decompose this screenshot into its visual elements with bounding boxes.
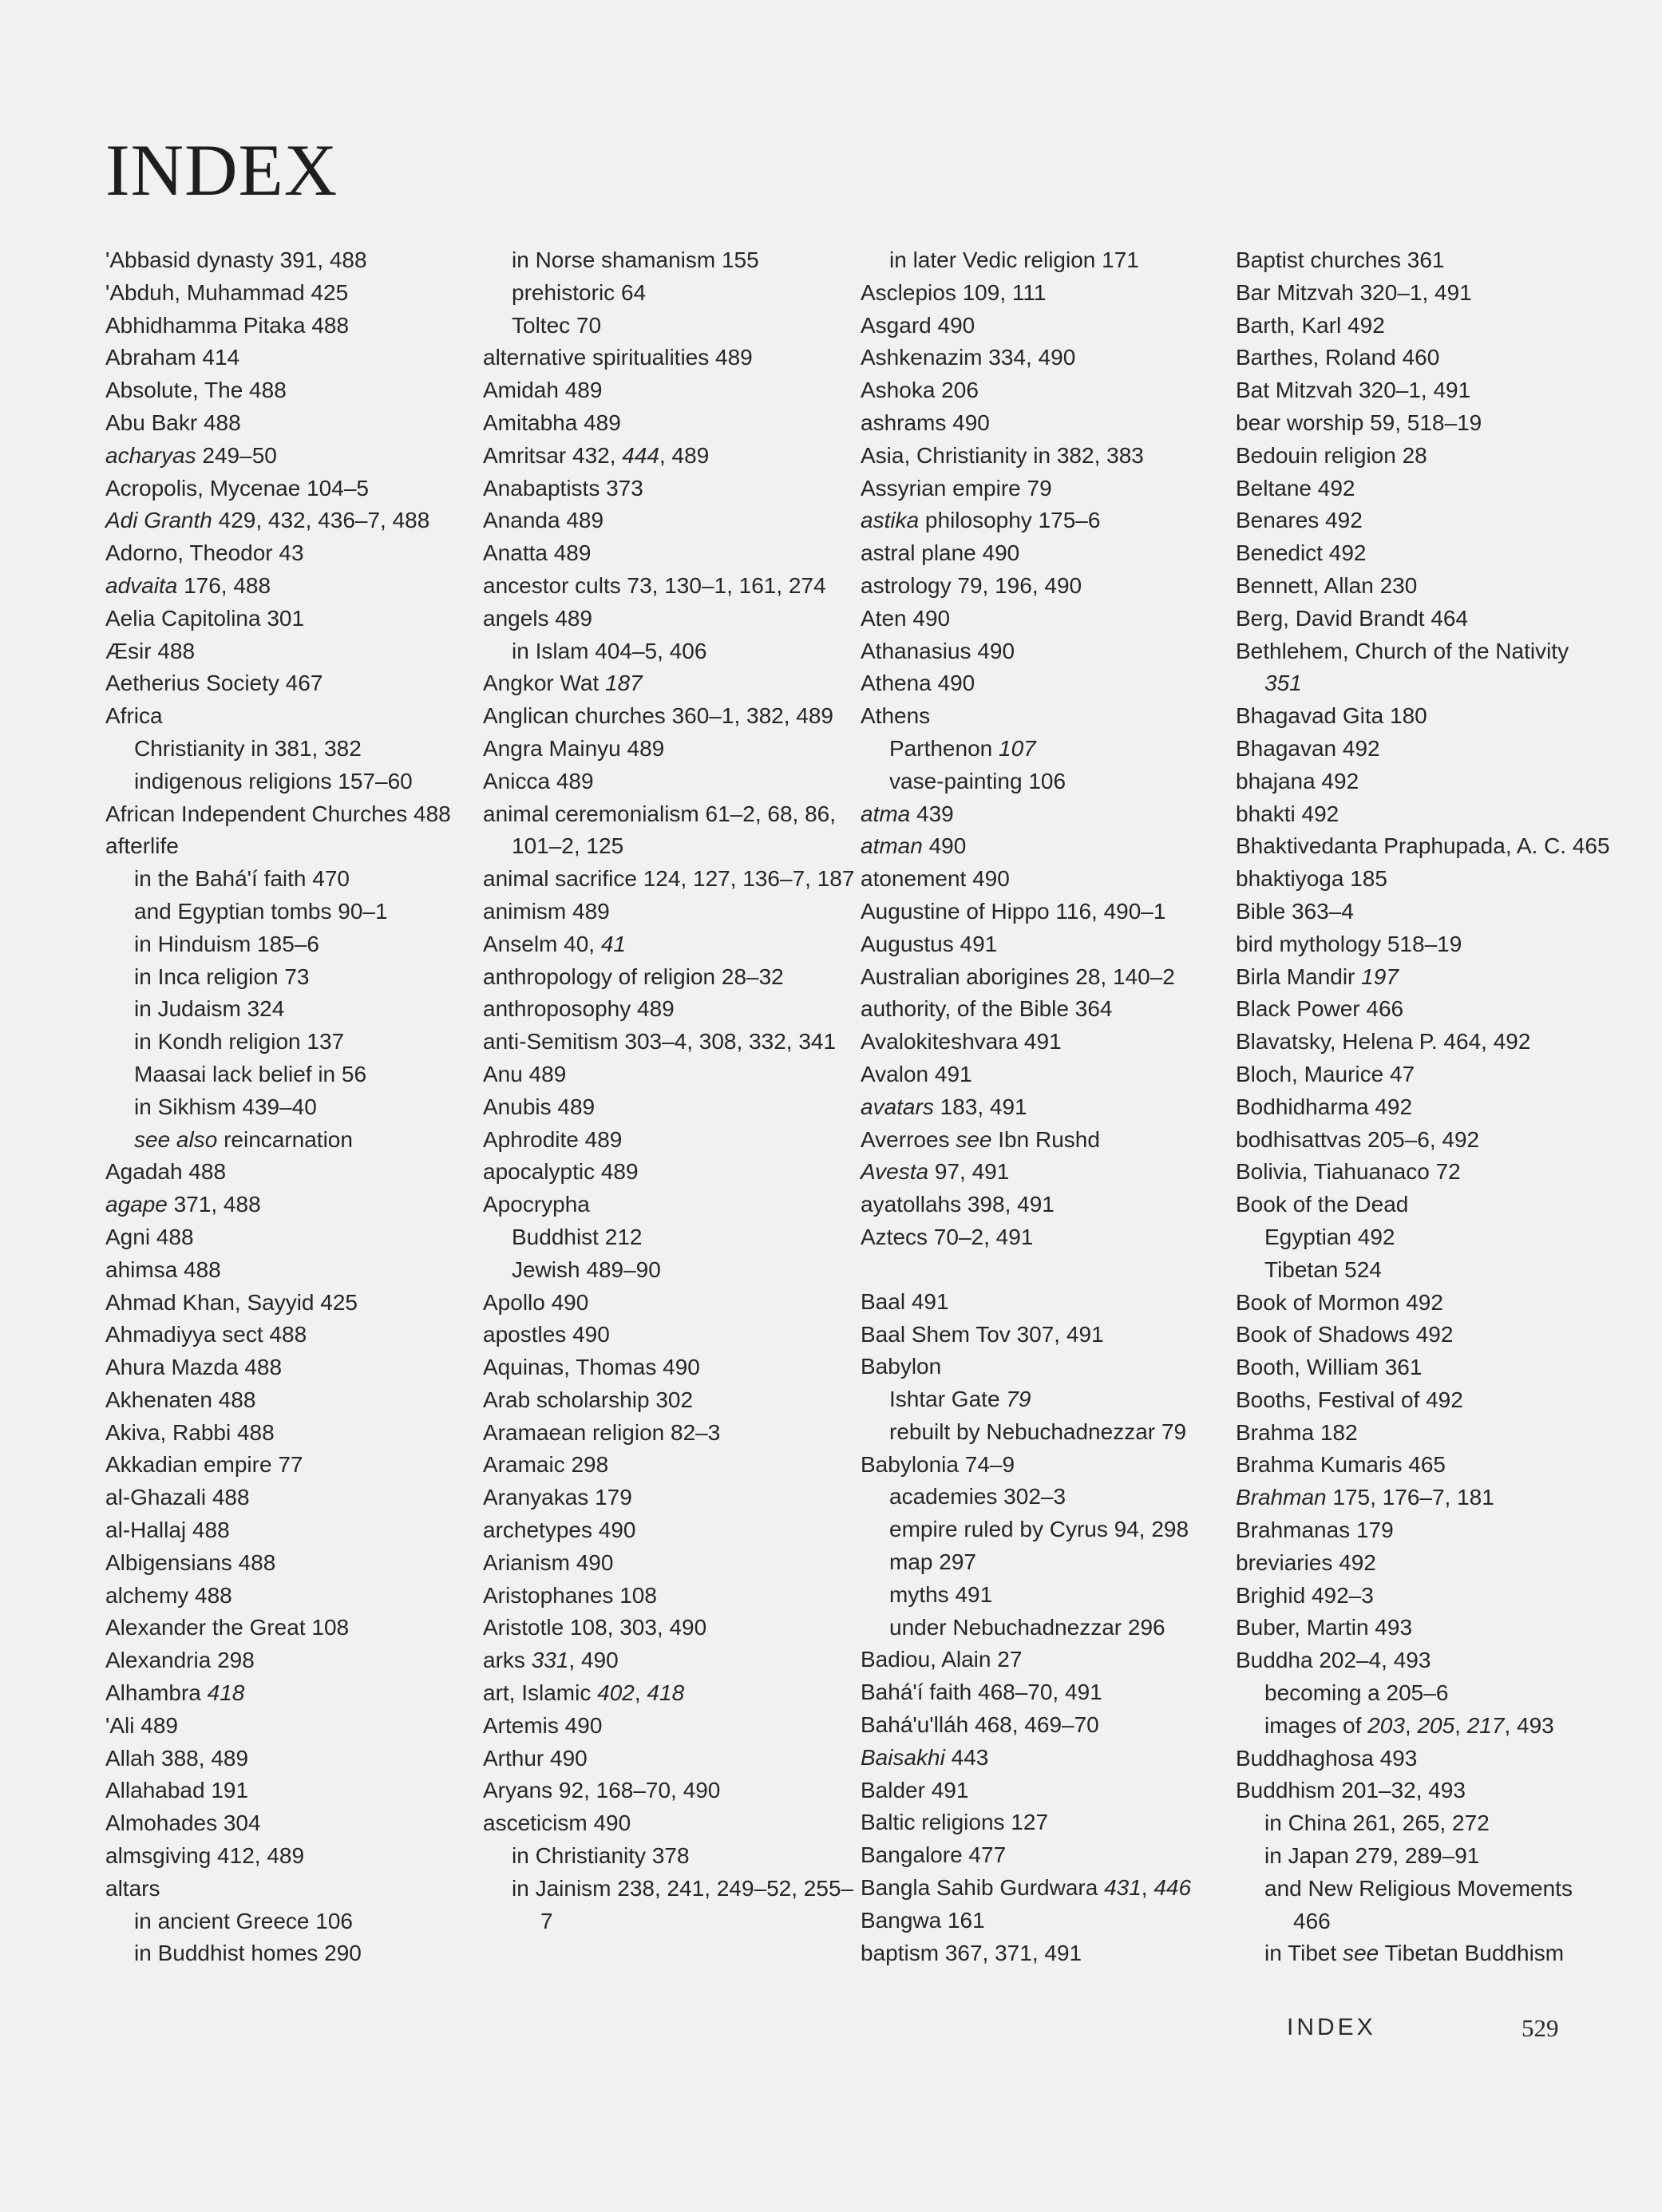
index-entry: ahimsa 488 <box>105 1256 221 1282</box>
index-entry: Anicca 489 <box>483 768 594 793</box>
index-entry: Aranyakas 179 <box>483 1485 632 1510</box>
index-entry: alchemy 488 <box>105 1582 232 1608</box>
index-entry: anti-Semitism 303–4, 308, 332, 341 <box>483 1029 837 1055</box>
index-entry: Aristotle 108, 303, 490 <box>483 1615 707 1640</box>
index-subentry: becoming a 205–6 <box>1264 1680 1449 1706</box>
index-entry: Bar Mitzvah 320–1, 491 <box>1236 279 1472 305</box>
index-entry: Bennett, Allan 230 <box>1236 572 1418 598</box>
index-entry: acharyas 249–50 <box>105 442 277 468</box>
index-entry: Australian aborigines 28, 140–2 <box>861 964 1175 989</box>
index-entry: Baisakhi 443 <box>861 1744 989 1770</box>
index-entry: bhajana 492 <box>1236 768 1359 793</box>
index-entry: Buddha 202–4, 493 <box>1236 1648 1431 1673</box>
index-entry: Bloch, Maurice 47 <box>1236 1061 1415 1086</box>
index-entry: Bangalore 477 <box>861 1842 1007 1868</box>
index-subentry: Maasai lack belief in 56 <box>134 1061 367 1086</box>
index-entry: Allah 388, 489 <box>105 1745 249 1771</box>
index-column-1 <box>105 244 481 1970</box>
index-entry: astika philosophy 175–6 <box>861 508 1101 533</box>
index-entry: Absolute, The 488 <box>105 378 287 403</box>
index-subentry: Egyptian 492 <box>1264 1224 1395 1249</box>
index-column-3 <box>861 244 1236 1969</box>
index-entry: Booth, William 361 <box>1236 1355 1423 1380</box>
index-entry: Anubis 489 <box>483 1094 596 1119</box>
index-entry: Baal 491 <box>861 1288 949 1314</box>
index-entry: Bhagavan 492 <box>1236 735 1380 761</box>
index-entry: Avalon 491 <box>861 1061 972 1086</box>
index-subentry: Christianity in 381, 382 <box>134 735 362 761</box>
index-entry: Badiou, Alain 27 <box>861 1647 1023 1672</box>
index-entry: Ahura Mazda 488 <box>105 1355 283 1380</box>
index-subentry: empire ruled by Cyrus 94, 298 <box>889 1517 1189 1542</box>
index-subentry: prehistoric 64 <box>512 279 647 305</box>
index-entry: 'Ali 489 <box>105 1712 178 1738</box>
index-entry: Brahma Kumaris 465 <box>1236 1452 1446 1478</box>
index-entry: Babylon <box>861 1354 942 1379</box>
index-entry: bhaktiyoga 185 <box>1236 866 1387 892</box>
index-entry: Brighid 492–3 <box>1236 1582 1374 1608</box>
index-subentry: and Egyptian tombs 90–1 <box>134 898 388 924</box>
index-entry: ashrams 490 <box>861 410 990 435</box>
index-subentry: in Christianity 378 <box>512 1843 690 1869</box>
index-entry: asceticism 490 <box>483 1810 631 1836</box>
index-entry: Baltic religions 127 <box>861 1810 1049 1835</box>
index-entry: avatars 183, 491 <box>861 1094 1027 1119</box>
page-number: 529 <box>1522 2014 1559 2042</box>
index-entry: Bhaktivedanta Praphupada, A. C. 465 <box>1236 833 1610 859</box>
index-subentry: Buddhist 212 <box>512 1224 643 1249</box>
index-entry: Brahma 182 <box>1236 1419 1358 1445</box>
index-entry: Aquinas, Thomas 490 <box>483 1355 700 1380</box>
index-entry: Artemis 490 <box>483 1712 603 1738</box>
index-entry: Aristophanes 108 <box>483 1582 657 1608</box>
index-entry: Aztecs 70–2, 491 <box>861 1224 1034 1249</box>
index-entry: ancestor cults 73, 130–1, 161, 274 <box>483 572 826 598</box>
index-entry: authority, of the Bible 364 <box>861 996 1113 1022</box>
index-entry: Aramaic 298 <box>483 1452 609 1478</box>
index-subentry: Jewish 489–90 <box>512 1256 661 1282</box>
index-entry: animal sacrifice 124, 127, 136–7, 187 <box>483 866 855 892</box>
index-subentry: Parthenon 107 <box>889 735 1036 761</box>
index-entry: anthroposophy 489 <box>483 996 675 1022</box>
index-entry: Abu Bakr 488 <box>105 410 241 435</box>
index-entry: Assyrian empire 79 <box>861 475 1052 501</box>
index-entry: Arthur 490 <box>483 1745 588 1771</box>
index-entry: Alhambra 418 <box>105 1680 245 1706</box>
index-entry: Bolivia, Tiahuanaco 72 <box>1236 1159 1461 1185</box>
index-entry: atman 490 <box>861 833 967 859</box>
index-entry: Bethlehem, Church of the Nativity 351 <box>1236 638 1569 696</box>
index-entry: Anselm 40, 41 <box>483 931 627 956</box>
index-entry: 'Abbasid dynasty 391, 488 <box>105 247 367 272</box>
index-entry: Arianism 490 <box>483 1549 614 1575</box>
index-entry: atonement 490 <box>861 866 1010 892</box>
index-subentry: in Kondh religion 137 <box>134 1029 345 1055</box>
index-entry: Arab scholarship 302 <box>483 1387 694 1412</box>
index-entry: Asclepios 109, 111 <box>861 279 1047 305</box>
index-entry: Agni 488 <box>105 1224 194 1249</box>
index-column-4 <box>1236 244 1611 1970</box>
index-entry: agape 371, 488 <box>105 1192 261 1217</box>
index-entry: Barthes, Roland 460 <box>1236 345 1440 370</box>
index-entry: Aetherius Society 467 <box>105 671 323 696</box>
index-subentry: in ancient Greece 106 <box>134 1908 353 1933</box>
index-subentry: in Buddhist homes 290 <box>134 1941 362 1966</box>
index-subentry: Tibetan 524 <box>1264 1256 1382 1282</box>
index-entry: Averroes see Ibn Rushd <box>861 1126 1100 1152</box>
index-entry: animism 489 <box>483 898 610 924</box>
index-entry: Bat Mitzvah 320–1, 491 <box>1236 378 1471 403</box>
index-subentry: in Judaism 324 <box>134 996 285 1022</box>
index-entry: Angkor Wat 187 <box>483 671 643 696</box>
index-entry: Ahmadiyya sect 488 <box>105 1322 307 1347</box>
index-entry: angels 489 <box>483 605 593 631</box>
index-subentry: vase-painting 106 <box>889 768 1066 793</box>
index-entry: al-Ghazali 488 <box>105 1485 250 1510</box>
index-entry: Alexandria 298 <box>105 1648 255 1673</box>
page-title: INDEX <box>105 129 338 211</box>
index-entry: Book of Shadows 492 <box>1236 1322 1454 1347</box>
index-entry: Berg, David Brandt 464 <box>1236 605 1469 631</box>
index-entry: bodhisattvas 205–6, 492 <box>1236 1126 1480 1152</box>
index-entry: Bahá'í faith 468–70, 491 <box>861 1680 1102 1705</box>
index-subentry: in Japan 279, 289–91 <box>1264 1843 1480 1869</box>
index-subentry: in Tibet see Tibetan Buddhism <box>1264 1941 1565 1966</box>
index-entry: Allahabad 191 <box>105 1778 249 1803</box>
index-entry: bear worship 59, 518–19 <box>1236 410 1482 435</box>
index-subentry: in China 261, 265, 272 <box>1264 1810 1490 1836</box>
index-entry: al-Hallaj 488 <box>105 1518 230 1543</box>
index-entry: Bangwa 161 <box>861 1907 985 1933</box>
index-entry: Book of the Dead <box>1236 1192 1409 1217</box>
index-entry: archetypes 490 <box>483 1518 636 1543</box>
index-subentry: see also reincarnation <box>134 1126 353 1152</box>
index-entry: Blavatsky, Helena P. 464, 492 <box>1236 1029 1531 1055</box>
index-entry: Almohades 304 <box>105 1810 261 1836</box>
index-entry: alternative spiritualities 489 <box>483 345 753 370</box>
index-entry: Adi Granth 429, 432, 436–7, 488 <box>105 508 430 533</box>
index-entry: Benedict 492 <box>1236 540 1367 566</box>
index-entry: animal ceremonialism 61–2, 68, 86, 101–2, 125 <box>483 801 837 859</box>
index-entry: 'Abduh, Muhammad 425 <box>105 279 349 305</box>
index-entry: Bible 363–4 <box>1236 898 1354 924</box>
index-entry: Booths, Festival of 492 <box>1236 1387 1463 1412</box>
index-subentry: academies 302–3 <box>889 1484 1066 1510</box>
index-entry: Brahman 175, 176–7, 181 <box>1236 1485 1494 1510</box>
index-entry: Acropolis, Mycenae 104–5 <box>105 475 369 501</box>
index-entry: ayatollahs 398, 491 <box>861 1192 1055 1217</box>
index-entry: Beltane 492 <box>1236 475 1355 501</box>
index-entry: Aphrodite 489 <box>483 1126 623 1152</box>
index-subentry: and New Religious Movements 466 <box>1264 1875 1573 1933</box>
index-entry: Anabaptists 373 <box>483 475 643 501</box>
index-entry: Black Power 466 <box>1236 996 1404 1022</box>
index-entry: advaita 176, 488 <box>105 572 271 598</box>
index-subentry: in Norse shamanism 155 <box>512 247 759 272</box>
index-entry: Amidah 489 <box>483 378 603 403</box>
index-entry: bird mythology 518–19 <box>1236 931 1462 956</box>
index-entry: Barth, Karl 492 <box>1236 312 1385 338</box>
index-entry: Bedouin religion 28 <box>1236 442 1427 468</box>
index-subentry: in Hinduism 185–6 <box>134 931 319 956</box>
index-entry: Agadah 488 <box>105 1159 227 1185</box>
index-entry: Akhenaten 488 <box>105 1387 256 1412</box>
index-entry: Book of Mormon 492 <box>1236 1289 1443 1315</box>
index-subentry: in Islam 404–5, 406 <box>512 638 707 663</box>
index-entry: Bodhidharma 492 <box>1236 1094 1413 1119</box>
index-entry: Ananda 489 <box>483 508 604 533</box>
index-entry: Buber, Martin 493 <box>1236 1615 1413 1640</box>
index-entry: Alexander the Great 108 <box>105 1615 350 1640</box>
index-entry: Anatta 489 <box>483 540 592 566</box>
index-entry: astral plane 490 <box>861 540 1020 566</box>
index-subentry: in the Bahá'í faith 470 <box>134 866 350 892</box>
index-entry: Avalokiteshvara 491 <box>861 1029 1062 1055</box>
index-entry: apostles 490 <box>483 1322 610 1347</box>
index-entry: Balder 491 <box>861 1777 969 1802</box>
index-entry: Athanasius 490 <box>861 638 1015 663</box>
index-entry: Aramaean religion 82–3 <box>483 1419 721 1445</box>
index-entry: almsgiving 412, 489 <box>105 1843 305 1869</box>
index-subentry: in Jainism 238, 241, 249–52, 255–7 <box>512 1875 854 1933</box>
index-entry: Æsir 488 <box>105 638 196 663</box>
index-entry: art, Islamic 402, 418 <box>483 1680 685 1706</box>
index-subentry: in later Vedic religion 171 <box>889 247 1139 272</box>
footer-section-label: INDEX <box>1287 2014 1376 2040</box>
index-entry: Akiva, Rabbi 488 <box>105 1419 275 1445</box>
index-entry: Adorno, Theodor 43 <box>105 540 304 566</box>
index-entry: Bangla Sahib Gurdwara 431, 446 <box>861 1875 1192 1901</box>
index-entry: Ashoka 206 <box>861 378 979 403</box>
index-entry: Albigensians 488 <box>105 1549 276 1575</box>
index-entry: Africa <box>105 703 163 729</box>
index-entry: Aryans 92, 168–70, 490 <box>483 1778 721 1803</box>
index-subentry: myths 491 <box>889 1581 993 1607</box>
index-subentry: Toltec 70 <box>512 312 602 338</box>
index-entry: Asia, Christianity in 382, 383 <box>861 442 1144 468</box>
index-entry: astrology 79, 196, 490 <box>861 572 1082 598</box>
index-entry: breviaries 492 <box>1236 1549 1376 1575</box>
index-subentry: indigenous religions 157–60 <box>134 768 413 793</box>
index-entry: Amitabha 489 <box>483 410 621 435</box>
index-subentry: under Nebuchadnezzar 296 <box>889 1614 1165 1640</box>
index-entry: Angra Mainyu 489 <box>483 735 665 761</box>
index-entry: Bhagavad Gita 180 <box>1236 703 1427 729</box>
index-entry: Asgard 490 <box>861 312 975 338</box>
index-entry: Augustus 491 <box>861 931 998 956</box>
index-entry: atma 439 <box>861 801 954 826</box>
index-entry: arks 331, 490 <box>483 1648 619 1673</box>
index-subentry: Ishtar Gate 79 <box>889 1387 1031 1412</box>
index-entry: apocalyptic 489 <box>483 1159 639 1185</box>
index-entry: Anu 489 <box>483 1061 567 1086</box>
index-subentry: map 297 <box>889 1549 976 1575</box>
index-entry: Anglican churches 360–1, 382, 489 <box>483 703 833 729</box>
index-entry: Abraham 414 <box>105 345 240 370</box>
index-entry: Aten 490 <box>861 605 951 631</box>
index-entry: bhakti 492 <box>1236 801 1339 826</box>
index-entry: Buddhaghosa 493 <box>1236 1745 1418 1771</box>
index-subentry: in Sikhism 439–40 <box>134 1094 317 1119</box>
index-subentry: rebuilt by Nebuchadnezzar 79 <box>889 1419 1187 1444</box>
index-entry: Apollo 490 <box>483 1289 589 1315</box>
index-entry: Brahmanas 179 <box>1236 1518 1394 1543</box>
index-entry: Avesta 97, 491 <box>861 1159 1010 1185</box>
index-entry: Ahmad Khan, Sayyid 425 <box>105 1289 358 1315</box>
index-entry: Abhidhamma Pitaka 488 <box>105 312 350 338</box>
index-subentry: images of 203, 205, 217, 493 <box>1264 1712 1554 1738</box>
index-entry: African Independent Churches 488 <box>105 801 451 826</box>
index-entry: Athena 490 <box>861 671 975 696</box>
index-entry: baptism 367, 371, 491 <box>861 1940 1082 1965</box>
index-entry: Apocrypha <box>483 1192 590 1217</box>
index-entry: Akkadian empire 77 <box>105 1452 303 1478</box>
index-entry: Baptist churches 361 <box>1236 247 1445 272</box>
index-entry: Baal Shem Tov 307, 491 <box>861 1321 1104 1347</box>
index-entry: Buddhism 201–32, 493 <box>1236 1778 1466 1803</box>
index-entry: Augustine of Hippo 116, 490–1 <box>861 898 1166 924</box>
index-entry: Birla Mandir 197 <box>1236 964 1399 989</box>
index-entry: altars <box>105 1875 160 1901</box>
index-column-2 <box>483 244 858 1937</box>
index-entry: anthropology of religion 28–32 <box>483 964 784 989</box>
index-entry: afterlife <box>105 833 179 859</box>
index-entry: Ashkenazim 334, 490 <box>861 345 1076 370</box>
index-subentry: in Inca religion 73 <box>134 964 310 989</box>
index-entry: Babylonia 74–9 <box>861 1451 1015 1477</box>
index-entry: Athens <box>861 703 931 729</box>
index-entry: Benares 492 <box>1236 508 1363 533</box>
index-entry: Bahá'u'lláh 468, 469–70 <box>861 1712 1099 1738</box>
index-entry: Aelia Capitolina 301 <box>105 605 305 631</box>
index-entry: Amritsar 432, 444, 489 <box>483 442 710 468</box>
